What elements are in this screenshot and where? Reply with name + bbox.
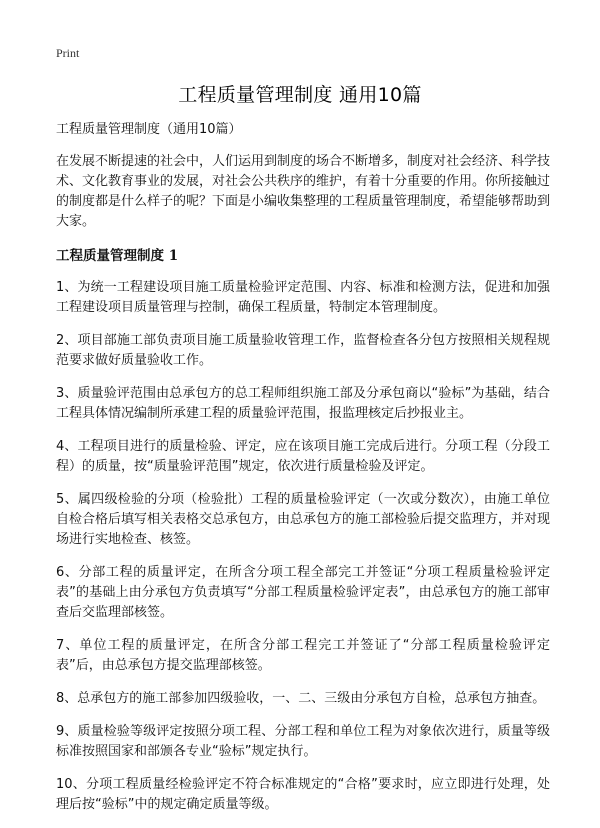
- list-item: 5、属四级检验的分项（检验批）工程的质量检验评定（一次或分数次），由施工单位自检合格后填写相关表格交总承包方，由总承包方的施工部检验后提交监理方，并对现场进行实地检查、核签。: [56, 492, 551, 547]
- list-item: 6、分部工程的质量评定，在所含分项工程全部完工并签证“分项工程质量检验评定表”的基础上由分承包方负责填写“分部工程质量检验评定表”，由总承包方的施工部审查后交监理部核签。: [56, 565, 550, 620]
- list-item: 9、质量检验等级评定按照分项工程、分部工程和单位工程为对象依次进行，质量等级标准按照国家和部颁各专业“验标”规定执行。: [56, 724, 550, 759]
- document-body: [56, 120, 550, 828]
- list-item: 7、单位工程的质量评定，在所含分部工程完工并签证了“分部工程质量检验评定表”后，由总承包方提交监理部核签。: [56, 638, 550, 673]
- list-item: 1、为统一工程建设项目施工质量检验评定范围、内容、标准和检测方法，促进和加强工程建设项目质量管理与控制，确保工程质量，特制定本管理制度。: [56, 280, 550, 315]
- document-subtitle: 工程质量管理制度（通用10篇）: [56, 122, 242, 137]
- list-item: 2、项目部施工部负责项目施工质量验收管理工作，监督检查各分包方按照相关规程规范要求做好质量验收工作。: [56, 333, 550, 368]
- list-item: 3、质量验评范围由总承包方的总工程师组织施工部及分承包商以“验标”为基础，结合工程具体情况编制所承建工程的质量验评范围，报监理核定后抄报业主。: [56, 386, 550, 421]
- list-item: 10、分项工程质量经检验评定不符合标准规定的“合格”要求时，应立即进行处理，处理后按“验标”中的规定确定质量等级。: [56, 777, 550, 812]
- section-heading: 工程质量管理制度 1: [56, 248, 179, 264]
- print-label: Print: [56, 46, 80, 60]
- intro-paragraph: 在发展不断提速的社会中，人们运用到制度的场合不断增多，制度对社会经济、科学技术、文化教育事业的发展，对社会公共秩序的维护，有着十分重要的作用。你所接触过的制度都是什么样子的呢？下面是小编收集整理的工程质量管理制度，希望能够帮助到大家。: [56, 154, 551, 229]
- document-title: 工程质量管理制度 通用10篇: [178, 84, 422, 106]
- list-item: 4、工程项目进行的质量检验、评定，应在该项目施工完成后进行。分项工程（分段工程）的质量，按“质量验评范围”规定，依次进行质量检验及评定。: [56, 439, 550, 474]
- list-item: 8、总承包方的施工部参加四级验收，一、二、三级由分承包方自检，总承包方抽查。: [56, 691, 546, 706]
